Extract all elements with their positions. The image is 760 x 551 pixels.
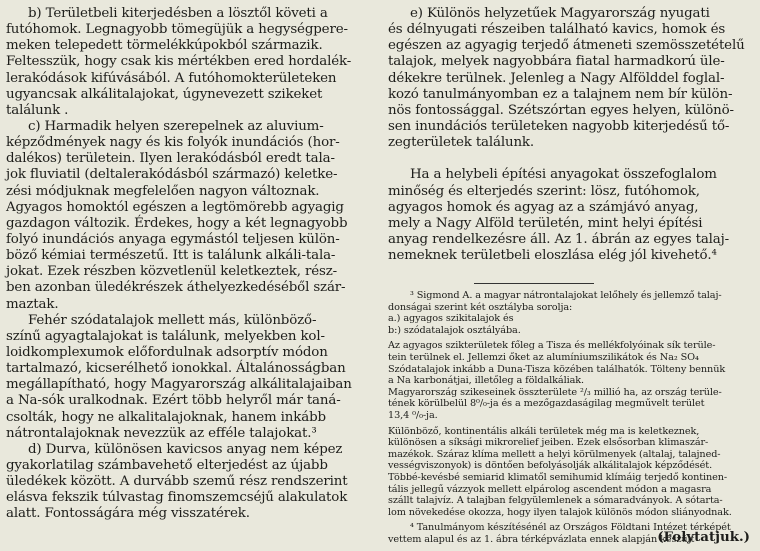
right-column xyxy=(388,6,752,264)
text-line: agyagos homok és agyag az a számjávó anyag, xyxy=(388,199,699,215)
text-line: gazdagon változik. Érdekes, hogy a két legnagyobb xyxy=(6,215,348,231)
text-line: mazékok. Száraz klíma mellett a helyi körülmenyek (altalaj, talajned- xyxy=(388,448,721,460)
text-line: különösen a síksági mikrorelief jeiben. Ezek elsősorban klimaszár- xyxy=(388,437,709,449)
text-line: Különböző, kontinentális alkáli területek még ma is keletkeznek, xyxy=(388,425,700,437)
text-line: a Na-sók uralkodnak. Ezért több helyről már taná- xyxy=(6,393,341,409)
text-line: Agyagos homoktól egészen a legtömörebb agyagig xyxy=(6,199,344,215)
text-line: Feltesszük, hogy csak kis mértékben ered hordalék- xyxy=(6,54,352,70)
text-line: zegterületek találunk. xyxy=(388,135,534,151)
text-line: ugyancsak alkálitalajokat, úgynevezett szikeket xyxy=(6,86,323,102)
text-line: lerakódások kifúvásából. A futóhomokterületeken xyxy=(6,70,337,86)
text-line: jok fluviatil (deltalerakódásból származó) keletke- xyxy=(6,167,338,183)
text-line: maztak. xyxy=(6,296,59,312)
blank-line xyxy=(388,151,752,167)
text-line: e) Különös helyzetűek Magyarország nyugati xyxy=(410,6,710,21)
text-line: jokat. Ezek részben közvetlenül keletkeztek, rész- xyxy=(6,264,337,280)
text-line: üledékek között. A durvább szemű rész rendszerint xyxy=(6,474,348,490)
text-line: lom növekedése okozza, hogy ilyen talajok különös módon sliányodnak. xyxy=(388,506,732,518)
text-line: kozó tanulmányomban ez a talajnem nem bír külön- xyxy=(388,86,733,102)
text-line: talajok, melyek nagyobbára fiatal harmadkorú üle- xyxy=(388,54,725,70)
text-line: böző kémiai természetű. Itt is találunk alkáli-tala- xyxy=(6,248,336,264)
text-line: minőség és elterjedés szerint: lösz, futóhomok, xyxy=(388,183,700,199)
text-line: gyakorlatilag számbavehető elterjedést az újabb xyxy=(6,457,328,473)
text-line: szállt talajvíz. A talajban felgyülemlenek a sómaradványok. A sótarta- xyxy=(388,495,723,507)
text-line: mely a Nagy Alföld területén, mint helyi építési xyxy=(388,215,703,231)
text-line: d) Durva, különösen kavicsos anyag nem képez xyxy=(28,441,343,457)
text-line: donságai szerint két osztályba sorolja: xyxy=(388,301,573,313)
text-line: vességviszonyok) is döntően befolyásolják alkálitalajok képződését. xyxy=(388,460,713,472)
text-line: tének körülbelül 8⁰/₀-ja és a mezőgazdaságilag megművelt terület xyxy=(388,398,705,410)
text-line: alatt. Fontosságára még visszatérek. xyxy=(6,506,250,522)
text-line: egészen az agyagig terjedő átmeneti szemösszetételű xyxy=(388,38,745,54)
text-line: tális jellegű vázzyok mellett elpárolog ascendent módon a magasra xyxy=(388,483,712,495)
text-line: tein terülnek el. Jellemzi őket az alumíniumszilikátok és Na₂ SO₄ xyxy=(388,351,699,363)
text-line: Az agyagos szikterületek főleg a Tisza és mellékfolyóinak sík terüle- xyxy=(388,340,716,352)
text-line: b:) szódatalajok osztályába. xyxy=(388,324,521,336)
text-line: ben azonban üledékrészek áthelyezkedéséből szár- xyxy=(6,280,346,296)
text-line: Többé-kevésbé semiarid klimatől semihumid klímáig terjedő kontinen- xyxy=(388,471,728,483)
text-line: folyó inundációs anyaga egymástól teljesen külön- xyxy=(6,231,340,247)
text-line: és délnyugati részeiben található kavics, homok és xyxy=(388,22,726,38)
continuation-note: (Folytatjuk.) xyxy=(657,529,750,545)
text-line: ⁴ Tanulmányom készítésénél az Országos Földtani Intézet térképét xyxy=(410,522,731,534)
text-line: meken telepedett törmelékkúpokból származik. xyxy=(6,38,323,54)
text-line: elásva fekszik túlvastag finomszemcséjű alakulatok xyxy=(6,490,348,506)
text-line: csolták, hogy ne alkalitalajoknak, hanem inkább xyxy=(6,409,326,425)
text-line: dékekre terülnek. Jelenleg a Nagy Alfölddel foglal- xyxy=(388,70,725,86)
text-line: nátrontalajoknak nevezzük az efféle talajokat.³ xyxy=(6,425,317,441)
text-line: Ha a helybeli építési anyagokat összefoglalom xyxy=(410,167,717,183)
text-line: tartalmazó, kicserélhető ionokkal. Általánosságban xyxy=(6,361,346,377)
text-line: anyag rendelkezésre áll. Az 1. ábrán az egyes talaj- xyxy=(388,231,729,247)
text-line: találunk . xyxy=(6,102,69,118)
text-line: ³ Sigmond A. a magyar nátrontalajokat lelőhely és jellemző talaj- xyxy=(410,290,722,301)
text-line: vettem alapul és az 1. ábra térképvázlata ennek alapján készült xyxy=(388,533,695,545)
text-line: nös fontossággal. Szétszórtan egyes helyen, különö- xyxy=(388,102,734,118)
text-line: c) Harmadik helyen szerepelnek az aluvium- xyxy=(28,118,324,134)
footnotes xyxy=(388,290,752,545)
footnote-separator xyxy=(474,283,594,284)
text-line: Szódatalajok inkább a Duna-Tisza közében találhatók. Tölteny bennük xyxy=(388,363,726,375)
text-line: a Na karbonátjai, illetőleg a földalkáliak. xyxy=(388,375,585,387)
text-line: megállapítható, hogy Magyarország alkálitalajaiban xyxy=(6,377,352,393)
text-line: sen inundációs területeken nagyobb kiterjedésű tő- xyxy=(388,118,730,134)
text-line: 13,4 ⁰/₀-ja. xyxy=(388,409,438,421)
text-line: b) Területbeli kiterjedésben a lösztől követi a xyxy=(28,6,328,21)
text-line: nemeknek területbeli eloszlása elég jól kivehető.⁴ xyxy=(388,248,717,264)
text-line: dalékos) területein. Ilyen lerakódásból eredt tala- xyxy=(6,151,335,167)
text-line: a.) agyagos szikitalajok és xyxy=(388,313,514,325)
text-line: loidkomplexumok előfordulnak adsorptív módon xyxy=(6,344,328,360)
left-column xyxy=(6,6,378,523)
text-line: színű agyagtalajokat is találunk, melyekben kol- xyxy=(6,328,325,344)
text-line: futóhomok. Legnagyobb tömegüjük a hegységpere- xyxy=(6,22,348,38)
text-line: zési módjuknak megfelelően nagyon változnak. xyxy=(6,183,320,199)
text-line: Fehér szódatalajok mellett más, különböző- xyxy=(28,312,317,328)
text-line: Magyarország szikeseinek összterülete ²/₃ millió ha, az ország terüle- xyxy=(388,386,722,398)
text-line: képződmények nagy és kis folyók inundációs (hor- xyxy=(6,135,340,151)
